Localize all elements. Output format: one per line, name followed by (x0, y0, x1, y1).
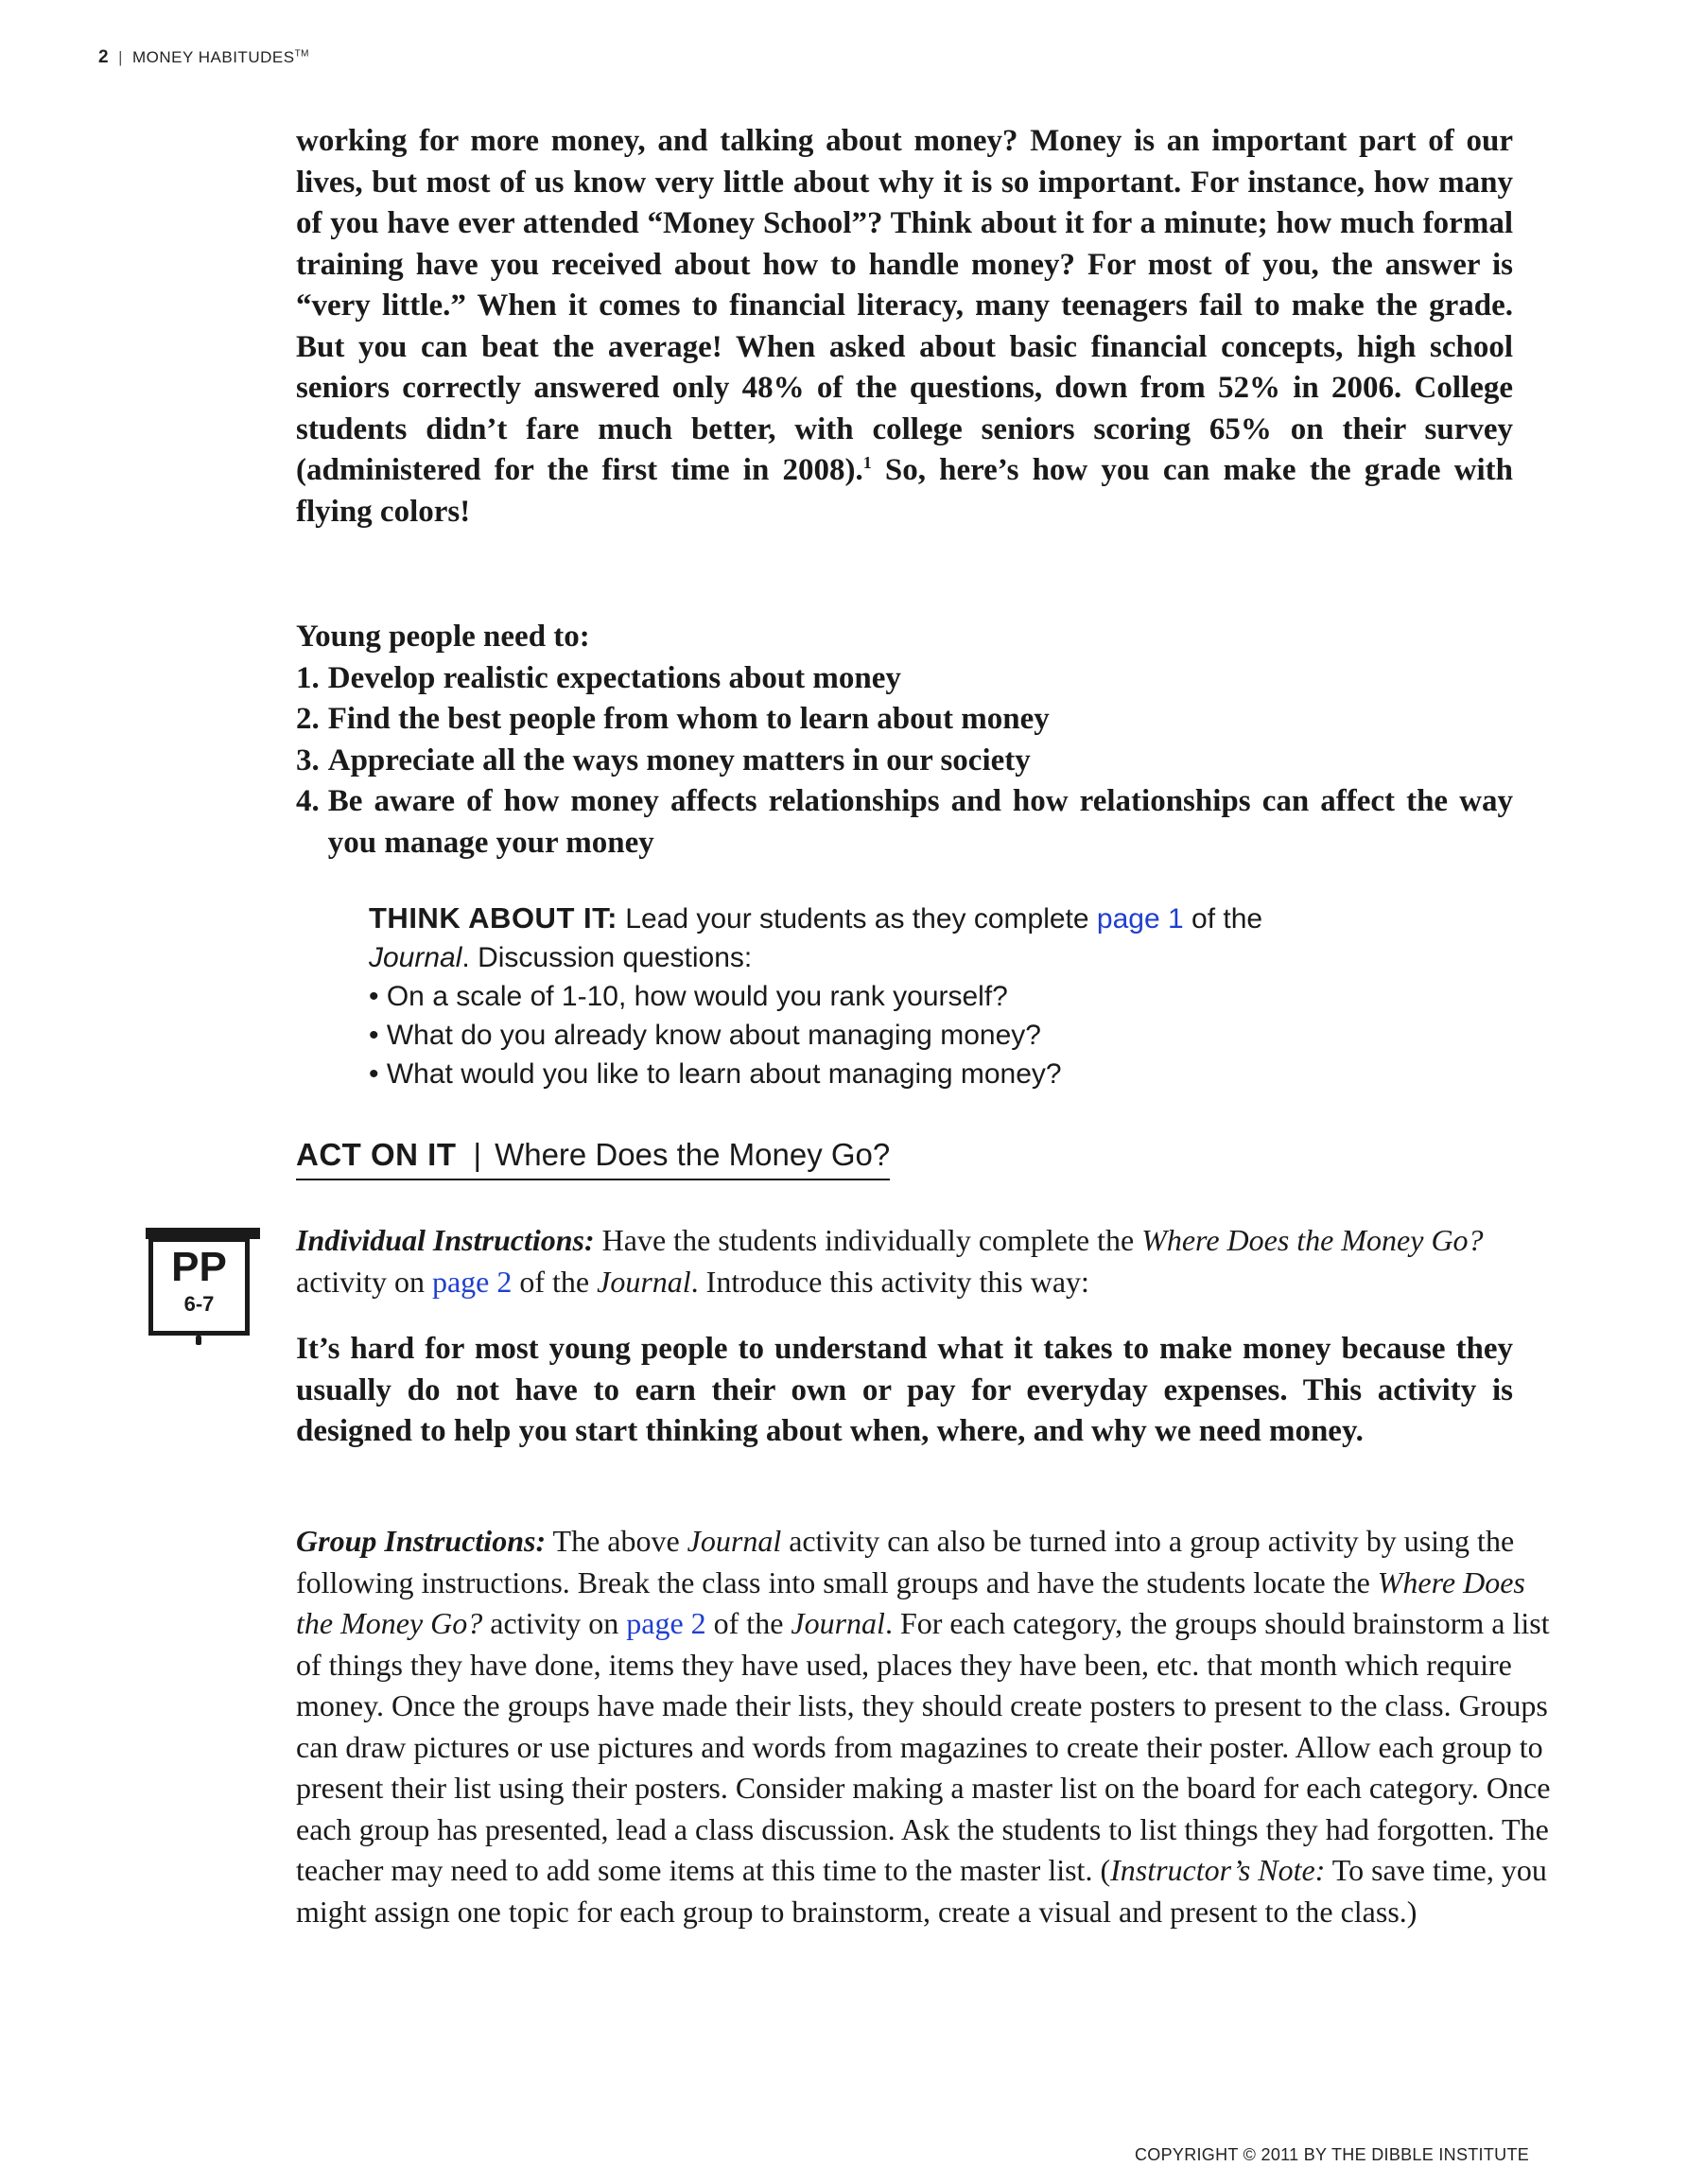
individual-text: Have the students individually complete the (594, 1223, 1142, 1257)
list-number: 2. (296, 702, 320, 736)
think-lead-text: Lead your students as they complete (617, 903, 1097, 935)
page-2-link[interactable]: page 2 (431, 1264, 513, 1299)
group-text: To save time, you might assign one topic for each group to brainstorm, create a visual and present to the class.) (296, 1853, 1547, 1929)
copyright-footer: COPYRIGHT © 2011 BY THE DIBBLE INSTITUTE (1135, 2145, 1530, 2164)
screen-stand (196, 1336, 201, 1345)
think-about-it-box (369, 899, 1371, 1093)
activity-intro-paragraph: It’s hard for most young people to understand what it takes to make money because they usually do not have to earn their own or pay for everyday expenses. This activity is designed to help you start thinking about when, where, and why we need money. (296, 1332, 1513, 1448)
list-text: Find the best people from whom to learn about money (327, 702, 1050, 736)
question-item: • What do you already know about managing money? (369, 1020, 1041, 1051)
think-after-journal: . Discussion questions: (461, 942, 753, 973)
header-separator: | (118, 48, 123, 66)
group-instructions (296, 1521, 1563, 1932)
trademark: TM (294, 48, 310, 60)
think-after-link: of the (1183, 903, 1263, 935)
young-people-list (296, 617, 1513, 864)
journal-title: Journal (687, 1524, 782, 1558)
individual-text: . Introduce this activity this way: (690, 1264, 1089, 1299)
list-text: Develop realistic expectations about money (327, 660, 901, 695)
activity-name: Where Does the Money Go? (1141, 1223, 1484, 1257)
intro-text-end: So, here’s how you can make the grade with flying colors! (296, 453, 1513, 529)
group-text: activity on (482, 1606, 627, 1640)
discussion-questions (369, 977, 1371, 1093)
pp-label: PP (171, 1244, 227, 1290)
book-title: MONEY HABITUDES (132, 48, 295, 66)
list-text: Appreciate all the ways money matters in our society (327, 743, 1031, 778)
list-item (296, 658, 1513, 700)
activity-title: Where Does the Money Go? (495, 1137, 891, 1172)
individual-label: Individual Instructions: (296, 1223, 595, 1257)
group-text: activity can also be turned into a group activity by using the following instructions. Break the class into small groups and have the students locate the (296, 1524, 1515, 1599)
journal-title: Journal (597, 1264, 691, 1299)
page-header (98, 47, 309, 68)
group-text: of the (705, 1606, 791, 1640)
intro-text: working for more money, and talking about money? Money is an important part of our lives, but most of us know very little about why it is so important. For instance, how many of you have ever attended “Money School”? Think about it for a minute; how much formal training have you received about how to handle money? For most of you, the answer is “very little.” When it comes to financial literacy, many teenagers fail to make the grade. But you can beat the average! When asked about basic financial concepts, high school seniors correctly answered only 48% of the questions, down from 52% in 2006. College students didn’t fare much better, with college seniors scoring 65% on their survey (administered for the first time in 2008). (296, 124, 1513, 487)
footnote-ref: 1 (862, 453, 872, 472)
page-number: 2 (98, 47, 110, 67)
journal-title: Journal (791, 1606, 885, 1640)
act-on-it-label: ACT ON IT (296, 1137, 457, 1172)
group-label: Group Instructions: (296, 1524, 547, 1558)
list-item (296, 699, 1513, 741)
group-text: The above (546, 1524, 687, 1558)
journal-title: Journal (369, 942, 462, 973)
act-separator: | (473, 1137, 482, 1172)
think-about-it-intro (369, 899, 1371, 977)
individual-text: of the (512, 1264, 598, 1299)
individual-text: activity on (296, 1264, 432, 1299)
list-text: Be aware of how money affects relationships and how relationships can affect the way you manage your money (327, 784, 1513, 860)
list-number: 3. (296, 743, 320, 778)
list-number: 4. (296, 784, 320, 818)
instructor-note-label: Instructor’s Note: (1110, 1853, 1326, 1887)
group-text: . For each category, the groups should brainstorm a list of things they have done, items they have used, places they have been, etc. that month which require money. Once the groups have made their lists, they should create posters to present to the class. Groups can draw pictures or use pictures and words from magazines to create their poster. Allow each group to present their list using their posters. Consider making a master list on the board for each category. Once each group has presented, lead a class discussion. Ask the students to list things they had forgotten. The teacher may need to add some items at this time to the master list. ( (296, 1606, 1551, 1887)
individual-instructions (296, 1220, 1513, 1302)
slide-range: 6-7 (183, 1292, 215, 1316)
activity-name: Where Does the Money Go? (296, 1564, 1525, 1640)
page-1-link[interactable]: page 1 (1096, 903, 1184, 935)
list-item (296, 781, 1513, 864)
list-item (296, 741, 1513, 782)
question-item: • What would you like to learn about managing money? (369, 1058, 1062, 1090)
think-about-it-label: THINK ABOUT IT: (369, 901, 617, 935)
intro-paragraph (296, 121, 1513, 533)
act-on-it-heading (296, 1133, 890, 1180)
list-number: 1. (296, 660, 320, 695)
powerpoint-slide-icon (148, 1228, 257, 1351)
page-2-link[interactable]: page 2 (626, 1606, 706, 1640)
question-item: • On a scale of 1-10, how would you rank yourself? (369, 981, 1008, 1012)
young-people-heading: Young people need to: (296, 620, 590, 654)
